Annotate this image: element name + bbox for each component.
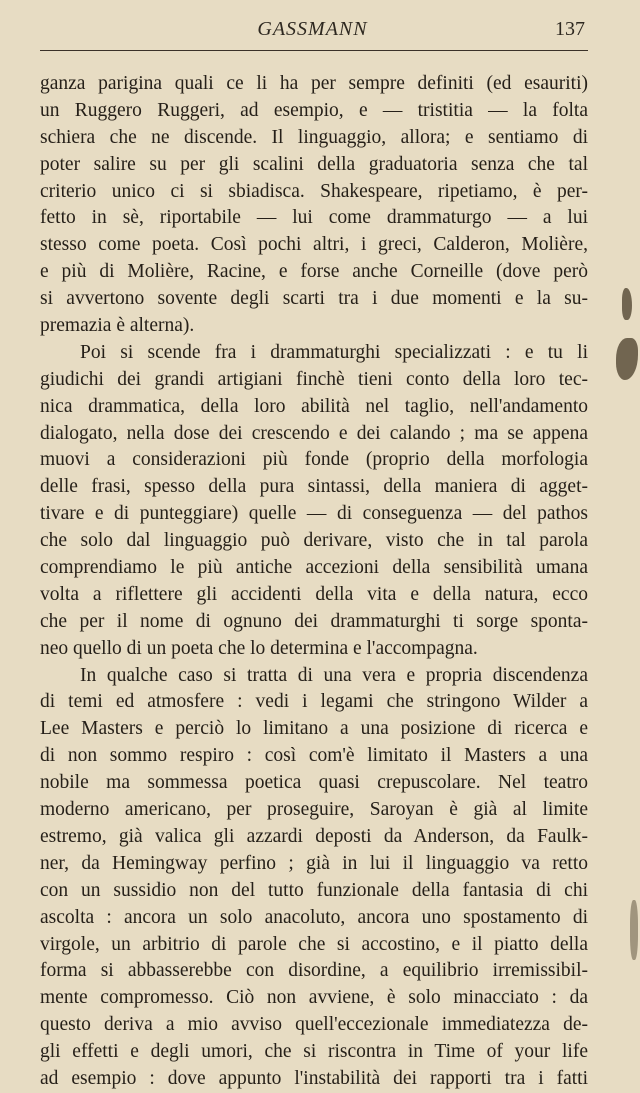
text-line: comprendiamo le più antiche accezioni della sensibilità umana xyxy=(40,557,588,579)
text-line: schiera che ne discende. Il linguaggio, allora; e sentiamo di xyxy=(40,126,588,148)
text-line: ner, da Hemingway perfino ; già in lui il linguaggio va retto xyxy=(40,852,588,874)
text-line: di non sommo respiro : così com'è limitato il Masters a una xyxy=(40,745,588,767)
text-line: gli effetti e degli umori, che si riscontra in Time of your life xyxy=(40,1041,588,1063)
text-line: delle frasi, spesso della pura sintassi, della maniera di agget- xyxy=(40,476,588,498)
text-line: giudichi dei grandi artigiani finchè tieni conto della loro tec- xyxy=(40,368,588,390)
running-head-title: GASSMANN xyxy=(257,18,368,40)
text-line: muovi a considerazioni più fonde (proprio della morfologia xyxy=(40,449,588,471)
header-rule xyxy=(40,50,588,51)
text-line: e più di Molière, Racine, e forse anche Corneille (dove però xyxy=(40,261,588,283)
text-line: volta a riflettere gli accidenti della vita e della natura, ecco xyxy=(40,583,588,605)
text-line: di temi ed atmosfere : vedi i legami che stringono Wilder a xyxy=(40,691,588,713)
page-edge-stain xyxy=(630,900,638,960)
text-line: virgole, un arbitrio di parole che si accostino, e il piatto della xyxy=(40,933,588,955)
text-line: che solo dal linguaggio può derivare, visto che in tal parola xyxy=(40,530,588,552)
text-line: dialogato, nella dose dei crescendo e dei calando ; ma se appena xyxy=(40,422,588,444)
text-line: con un sussidio non del tutto funzionale della fantasia di chi xyxy=(40,879,588,901)
text-line: mente compromesso. Ciò non avviene, è solo minacciato : da xyxy=(40,987,588,1009)
text-line: Lee Masters e perciò lo limitano a una posizione di ricerca e xyxy=(40,718,588,740)
text-line: si avvertono sovente degli scarti tra i due momenti e la su- xyxy=(40,288,588,310)
text-line: ad esempio : dove appunto l'instabilità dei rapporti tra i fatti xyxy=(40,1067,588,1089)
text-line: che per il nome di ognuno dei drammaturghi ti sorge sponta- xyxy=(40,610,588,632)
text-line: estremo, già valica gli azzardi deposti da Anderson, da Faulk- xyxy=(40,825,588,847)
text-line: fetto in sè, riportabile — lui come drammaturgo — a lui xyxy=(40,207,588,229)
page-header xyxy=(40,14,585,40)
text-line: In qualche caso si tratta di una vera e propria discendenza xyxy=(80,664,588,686)
text-line: nica drammatica, della loro abilità nel taglio, nell'andamento xyxy=(40,395,588,417)
text-line: un Ruggero Ruggeri, ad esempio, e — tristitia — la folta xyxy=(40,99,588,121)
text-line: stesso come poeta. Così pochi altri, i greci, Calderon, Molière, xyxy=(40,234,588,256)
text-line: ascolta : ancora un solo anacoluto, ancora uno spostamento di xyxy=(40,906,588,928)
text-line: Poi si scende fra i drammaturghi specializzati : e tu li xyxy=(80,341,588,363)
page-edge-stain xyxy=(616,338,638,380)
text-line: tivare e di punteggiare) quelle — di conseguenza — del pathos xyxy=(40,503,588,525)
text-line: criterio unico ci si sbiadisca. Shakespeare, ripetiamo, è per- xyxy=(40,180,588,202)
text-line: poter salire su per gli scalini della graduatoria senza che tal xyxy=(40,153,588,175)
text-line: ganza parigina quali ce li ha per sempre definiti (ed esauriti) xyxy=(40,73,588,94)
text-line: nobile ma sommessa poetica quasi crepuscolare. Nel teatro xyxy=(40,772,588,794)
text-line: forma si abbasserebbe con disordine, a equilibrio irremissibil- xyxy=(40,960,588,982)
page-edge-stain xyxy=(622,288,632,320)
text-line: moderno americano, per proseguire, Saroyan è già al limite xyxy=(40,799,588,821)
text-line: neo quello di un poeta che lo determina e l'accompagna. xyxy=(40,637,478,659)
text-line: premazia è alterna). xyxy=(40,315,195,337)
text-line: questo deriva a mio avviso quell'eccezionale immediatezza de- xyxy=(40,1014,588,1036)
page-number: 137 xyxy=(555,18,585,40)
body-text xyxy=(40,71,588,1093)
